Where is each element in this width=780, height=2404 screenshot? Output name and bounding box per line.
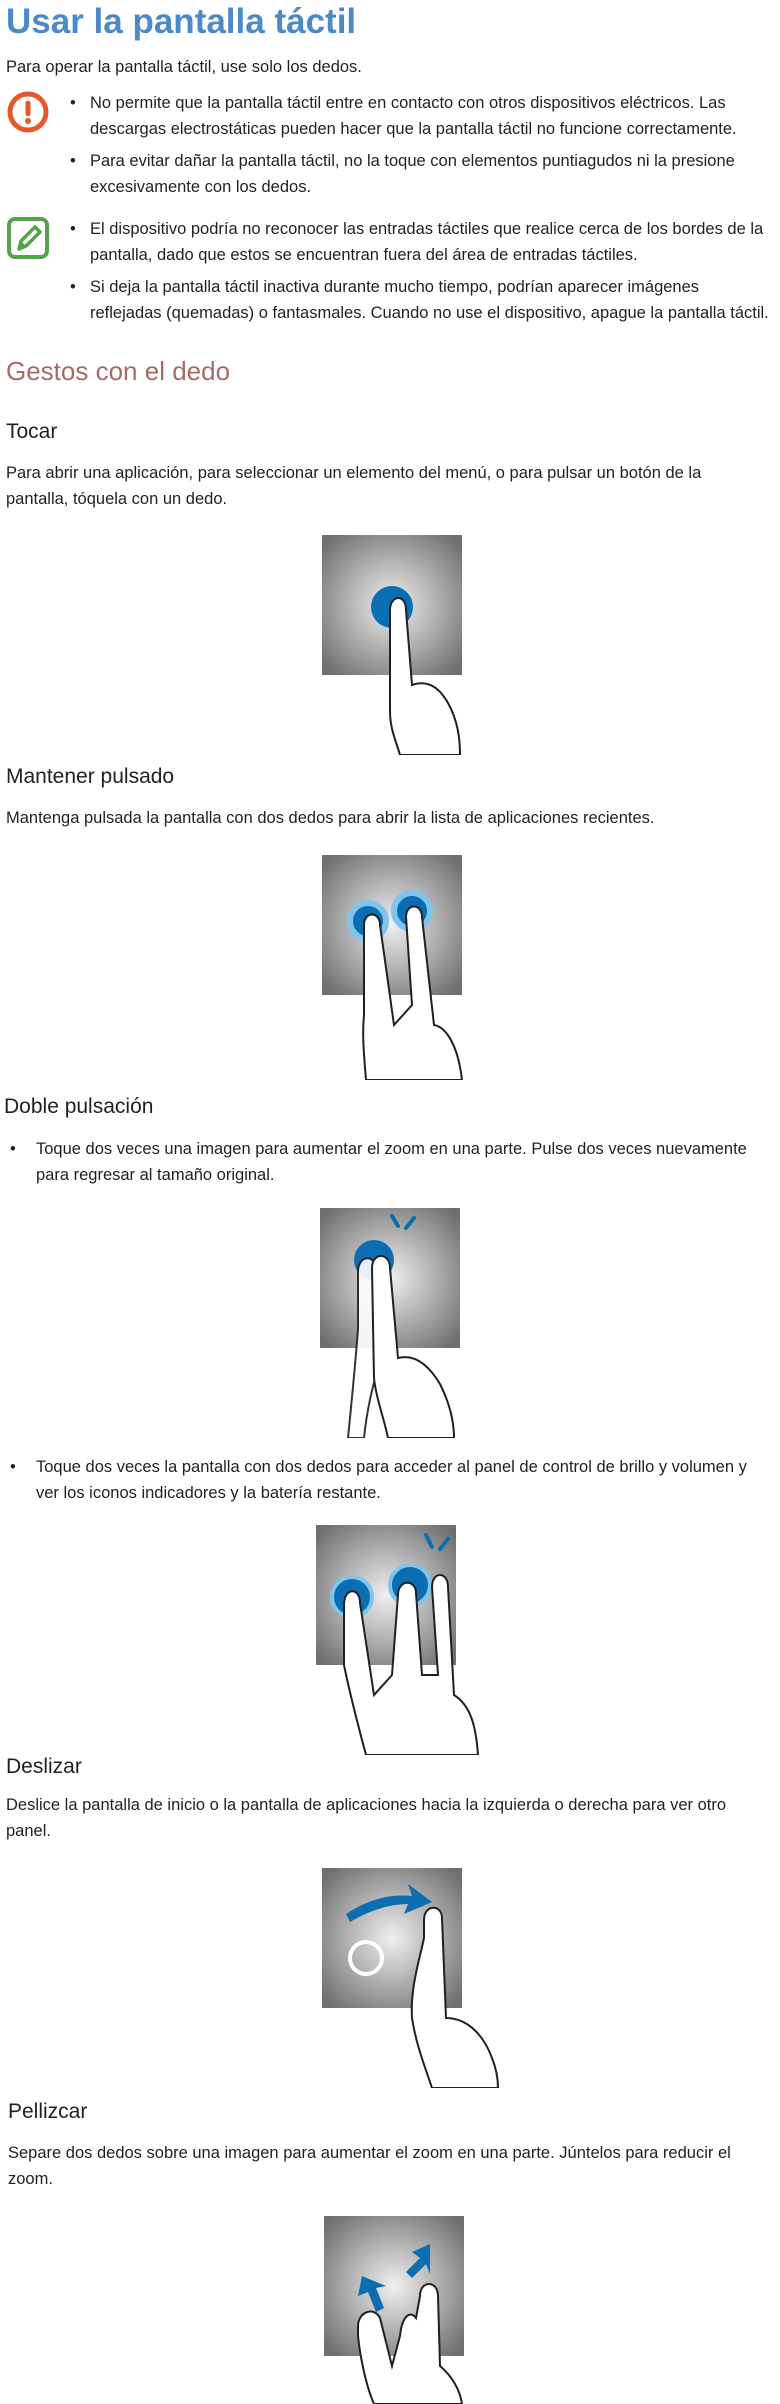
swipe-heading: Deslizar [6, 1755, 82, 1778]
tap-text: Para abrir una aplicación, para seleccionar un elemento del menú, o para pulsar un botón de la pantalla, tóquela con un dedo. [6, 464, 702, 508]
list-item [10, 1454, 770, 1506]
bullet-dot: • [70, 152, 76, 170]
hold-text: Mantenga pulsada la pantalla con dos dedos para abrir la lista de aplicaciones recientes. [6, 809, 655, 827]
hold-illustration [320, 855, 530, 1080]
tap-heading: Tocar [6, 420, 58, 443]
pinch-text: Separe dos dedos sobre una imagen para aumentar el zoom en una parte. Júntelos para reducir el zoom. [8, 2144, 731, 2188]
hold-heading: Mantener pulsado [6, 765, 175, 788]
caution-item-1: No permite que la pantalla táctil entre en contacto con otros dispositivos eléctricos. Las descargas electrostáticas pueden hacer que la pantalla táctil no funcione correctamente. [90, 94, 737, 138]
bullet-dot: • [70, 220, 76, 238]
double-item-1: Toque dos veces una imagen para aumentar el zoom en una parte. Pulse dos veces nuevamente para regresar al tamaño original. [36, 1140, 747, 1184]
bullet-dot: • [70, 94, 76, 112]
bullet-dot: • [70, 278, 76, 296]
double-tap-two-fingers-illustration [314, 1525, 544, 1755]
double-item-2: Toque dos veces la pantalla con dos dedos para acceder al panel de control de brillo y volumen y ver los iconos indicadores y la batería restante. [36, 1458, 747, 1502]
list-item [10, 1136, 770, 1188]
swipe-illustration [320, 1868, 560, 2088]
intro-text: Para operar la pantalla táctil, use solo los dedos. [6, 58, 362, 76]
bullet-dot: • [10, 1140, 16, 1158]
note-item-1: El dispositivo podría no reconocer las entradas táctiles que realice cerca de los bordes de la pantalla, dado que estos se encuentran fuera del área de entradas táctiles. [90, 220, 764, 264]
caution-item-2: Para evitar dañar la pantalla táctil, no la toque con elementos puntiagudos ni la presione excesivamente con los dedos. [90, 152, 735, 196]
double-list-1 [10, 1136, 770, 1194]
pinch-heading: Pellizcar [8, 2100, 88, 2123]
list-item [70, 216, 770, 268]
list-item [70, 148, 770, 200]
double-list-2 [10, 1454, 770, 1512]
tap-illustration [320, 535, 530, 755]
gestures-heading: Gestos con el dedo [6, 356, 231, 386]
double-heading: Doble pulsación [4, 1095, 154, 1118]
bullet-dot: • [10, 1458, 16, 1476]
list-item [70, 274, 770, 326]
note-icon [6, 216, 50, 260]
page-title: Usar la pantalla táctil [6, 2, 357, 41]
swipe-text: Deslice la pantalla de inicio o la pantalla de aplicaciones hacia la izquierda o derecha para ver otro panel. [6, 1796, 727, 1840]
note-list [70, 216, 770, 332]
list-item [70, 90, 770, 142]
caution-icon [6, 90, 50, 134]
caution-list [70, 90, 770, 206]
pinch-illustration [322, 2216, 532, 2404]
note-item-2: Si deja la pantalla táctil inactiva durante mucho tiempo, podrían aparecer imágenes reflejadas (quemadas) o fantasmales. Cuando no use el dispositivo, apague la pantalla táctil. [90, 278, 769, 322]
double-tap-illustration [318, 1208, 538, 1438]
